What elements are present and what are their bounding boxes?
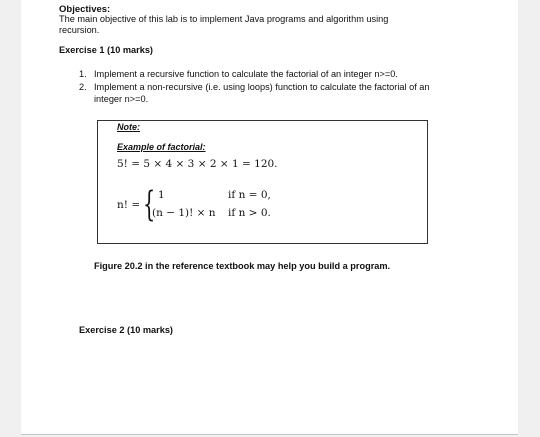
example-title: Example of factorial: [117,142,206,152]
definition-lhs: n! = [117,199,141,211]
page-bottom-edge [21,434,518,435]
objectives-text-line-2: recursion. [59,25,100,35]
exercise1-item-2-text-line-2: integer n>=0. [94,94,149,104]
left-brace: { [143,185,156,225]
exercise1-item-1-number: 1. [79,69,87,79]
exercise1-item-1-text: Implement a recursive function to calculate the factorial of an integer n>=0. [94,69,398,79]
example-equation: 5! = 5 × 4 × 3 × 2 × 1 = 120. [117,158,278,170]
exercise1-heading: Exercise 1 (10 marks) [59,45,153,55]
case2-value: (n − 1)! × n [152,207,216,219]
textbook-hint: Figure 20.2 in the reference textbook may help you build a program. [94,261,391,271]
exercise1-item-2-number: 2. [79,82,87,92]
note-title: Note: [117,122,140,132]
case1-condition: if n = 0, [228,189,271,201]
exercise2-heading: Exercise 2 (10 marks) [79,325,173,335]
case1-value: 1 [158,189,165,201]
case2-condition: if n > 0. [228,207,271,219]
objectives-text-line-1: The main objective of this lab is to implement Java programs and algorithm using [59,14,389,24]
note-box [97,120,428,244]
objectives-heading: Objectives: [59,4,111,15]
exercise1-item-2-text-line-1: Implement a non-recursive (i.e. using loops) function to calculate the factorial of an [94,82,430,92]
